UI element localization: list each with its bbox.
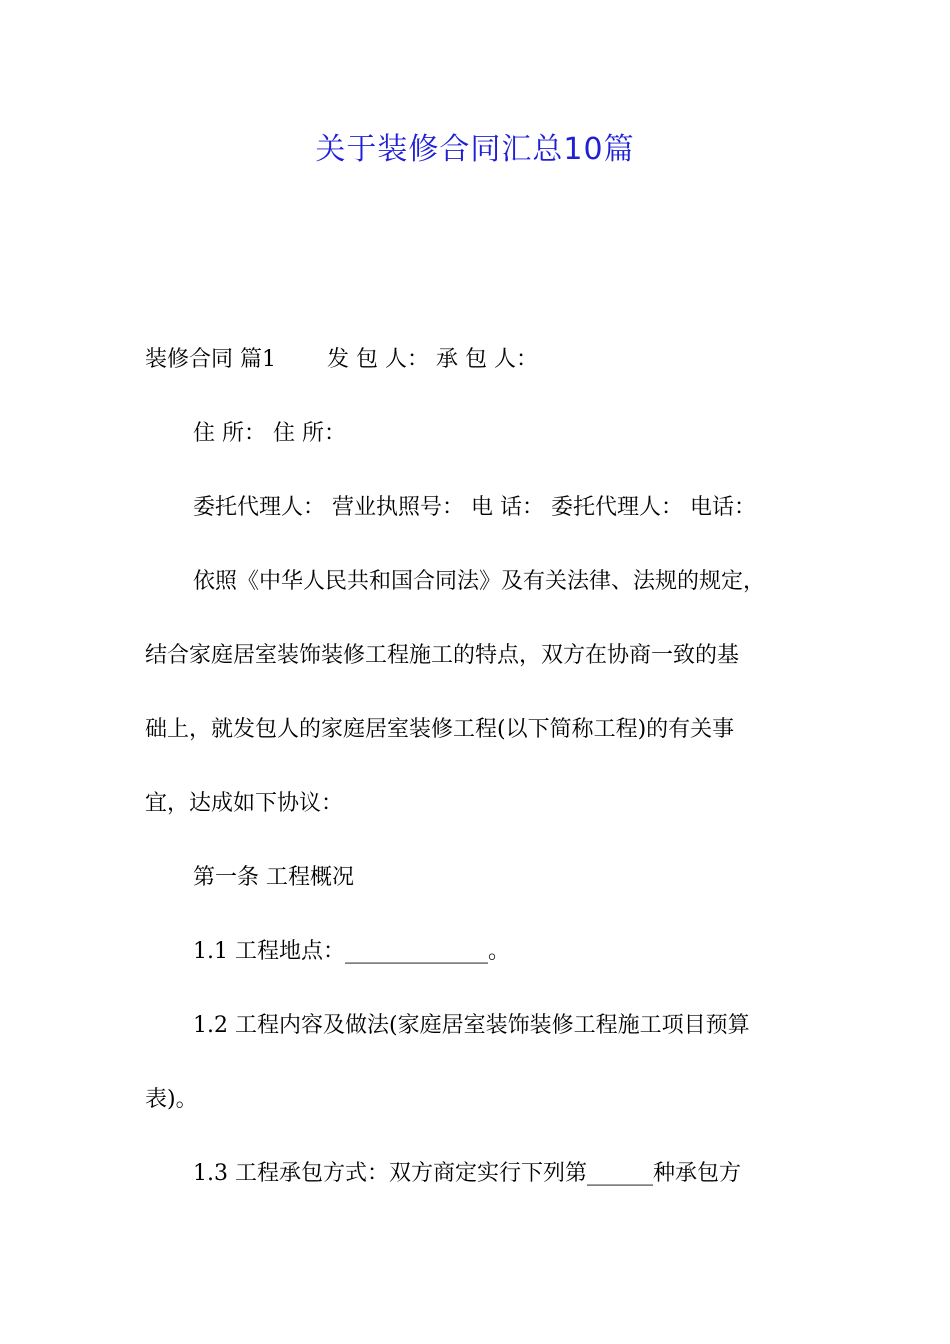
clause-line: 1.2 工程内容及做法(家庭居室装饰装修工程施工项目预算 bbox=[193, 1013, 750, 1038]
section-heading: 第一条 工程概况 bbox=[193, 865, 354, 890]
address-line: 住 所： 住 所： bbox=[193, 421, 346, 446]
paragraph-line: 依照《中华人民共和国合同法》及有关法律、法规的规定， bbox=[193, 569, 766, 594]
document-title: 关于装修合同汇总10篇 bbox=[315, 132, 635, 167]
agent-contact-line: 委托代理人： 营业执照号： 电 话： 委托代理人： 电话： bbox=[193, 495, 756, 520]
clause-line: 1.1 工程地点：_____________。 bbox=[193, 939, 510, 964]
clause-line: 1.3 工程承包方式：双方商定实行下列第______种承包方 bbox=[193, 1161, 741, 1186]
paragraph-line: 础上，就发包人的家庭居室装修工程(以下简称工程)的有关事 bbox=[145, 717, 735, 742]
paragraph-line: 宜，达成如下协议： bbox=[145, 791, 344, 816]
contract-heading-line: 装修合同 篇1 发 包 人： 承 包 人： bbox=[145, 347, 538, 372]
paragraph-line: 结合家庭居室装饰装修工程施工的特点，双方在协商一致的基 bbox=[145, 643, 740, 668]
clause-continuation-line: 表)。 bbox=[145, 1087, 198, 1112]
